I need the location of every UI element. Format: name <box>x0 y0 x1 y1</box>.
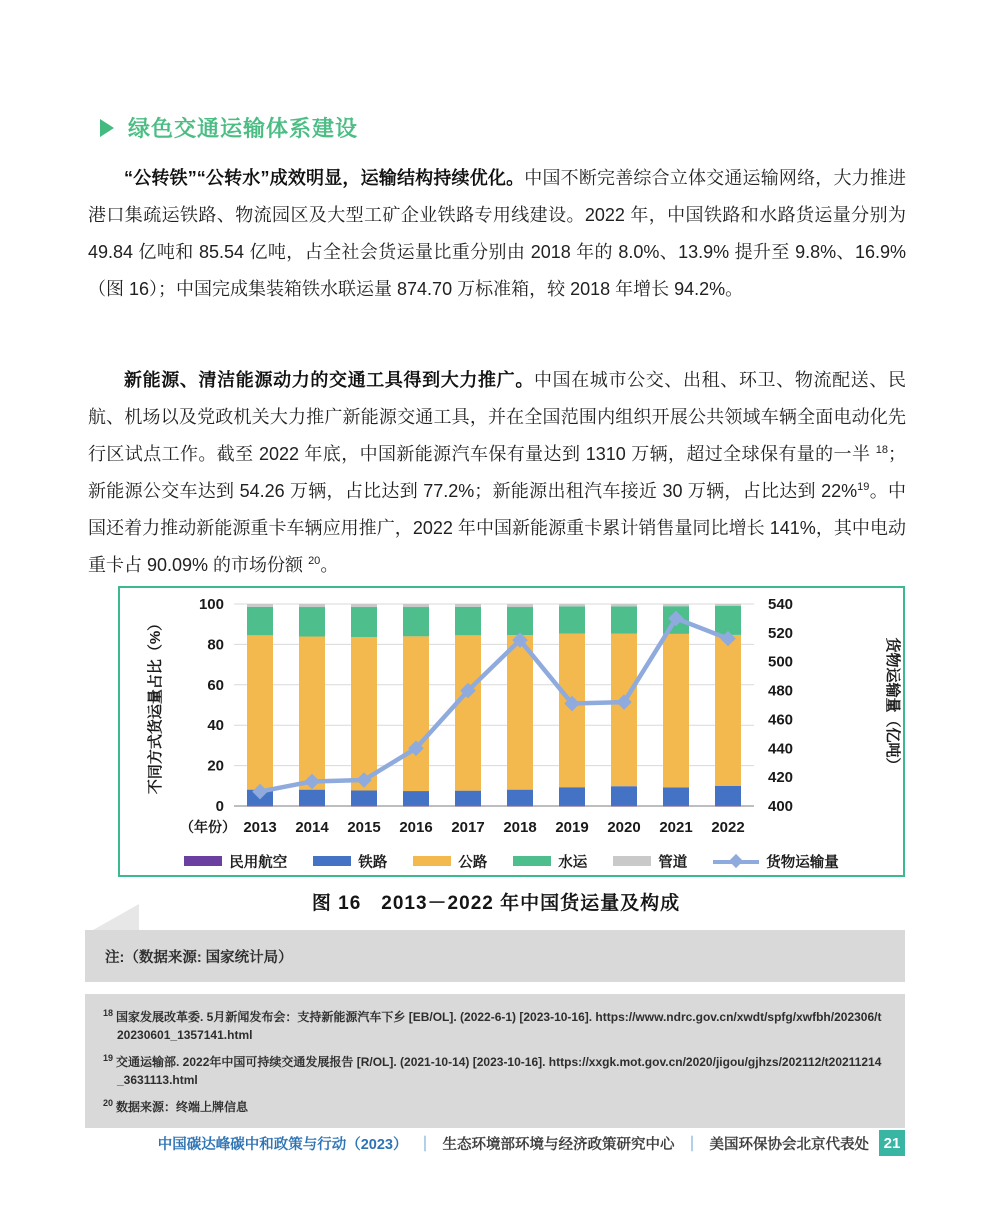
footer-separator: ｜ <box>417 1135 433 1153</box>
legend-line-marker-icon <box>713 855 759 867</box>
footnote-text: 数据来源：终端上牌信息 <box>116 1100 249 1114</box>
page-number-badge: 21 <box>879 1130 905 1156</box>
legend-label: 货物运输量 <box>766 854 839 871</box>
paragraph-new-energy <box>88 362 906 584</box>
figure-caption: 图 16 2013－2022 年中国货运量及构成 <box>311 893 681 914</box>
svg-text:520: 520 <box>768 624 794 642</box>
legend-item-管道 <box>613 851 687 872</box>
paragraph-body: ；新能源公交车达到 54.26 万辆，占比达到 77.2%；新能源出租汽车接近 30 万辆，占比达到 22% <box>88 444 906 501</box>
triangle-bullet-icon <box>100 119 114 137</box>
legend-swatch-icon <box>513 856 551 866</box>
svg-text:20: 20 <box>207 757 224 775</box>
footnotes-panel <box>85 994 905 1128</box>
svg-text:60: 60 <box>207 676 224 694</box>
svg-text:480: 480 <box>768 682 794 700</box>
note-text: 注:（数据来源: 国家统计局） <box>105 949 293 966</box>
freight-chart-panel <box>118 586 905 877</box>
svg-text:420: 420 <box>768 769 794 787</box>
svg-text:2021: 2021 <box>659 819 693 836</box>
section-title: 绿色交通运输体系建设 <box>128 116 359 141</box>
section-heading <box>100 112 358 143</box>
paragraph-lead: “公转铁”“公转水”成效明显，运输结构持续优化。 <box>124 168 525 188</box>
legend-swatch-icon <box>184 856 222 866</box>
folded-corner-icon <box>93 904 139 930</box>
legend-item-货物运输量 <box>713 851 839 872</box>
svg-text:2015: 2015 <box>347 819 381 836</box>
legend-label: 水运 <box>558 854 588 871</box>
svg-text:440: 440 <box>768 740 794 758</box>
svg-text:2017: 2017 <box>451 819 485 836</box>
svg-text:460: 460 <box>768 711 794 729</box>
svg-text:（年份）: （年份） <box>180 819 236 835</box>
svg-text:货物运输量（亿吨）: 货物运输量（亿吨） <box>884 637 901 773</box>
footer-report-title: 中国碳达峰碳中和政策与行动（2023） <box>157 1136 408 1153</box>
svg-text:2018: 2018 <box>503 819 537 836</box>
svg-text:40: 40 <box>207 717 224 735</box>
legend-label: 铁路 <box>358 854 388 871</box>
footnote-19 <box>103 1053 887 1089</box>
svg-text:不同方式货运量占比（%）: 不同方式货运量占比（%） <box>147 615 164 795</box>
svg-text:0: 0 <box>215 798 224 815</box>
svg-text:400: 400 <box>768 798 794 815</box>
footnote-number: 18 <box>103 1008 114 1018</box>
svg-text:2022: 2022 <box>711 819 745 836</box>
chart-legend <box>120 845 903 877</box>
svg-text:80: 80 <box>207 636 224 654</box>
legend-swatch-icon <box>413 856 451 866</box>
footnote-ref-20: 20 <box>308 555 321 567</box>
footnote-ref-19: 19 <box>857 481 870 493</box>
legend-label: 公路 <box>458 854 488 871</box>
legend-label: 民用航空 <box>229 854 288 871</box>
paragraph-body: 。中国还着力推动新能源重卡车辆应用推广，2022 年中国新能源重卡累计销售量同比增长 141%，其中电动重卡占 90.09% 的市场份额 <box>88 481 907 575</box>
svg-text:500: 500 <box>768 653 794 671</box>
footer-org-1: 生态环境部环境与经济政策研究中心 <box>442 1136 675 1153</box>
paragraph-body: 中国在城市公交、出租、环卫、物流配送、民航、机场以及党政机关大力推广新能源交通工具，并在全国范围内组织开展公共领域车辆全面电动化先行区试点工作。截至 2022 年底，中国新能源汽车保有量达到 1310 万辆，超过全球保有量的一半 <box>88 370 906 464</box>
paragraph-body: 。 <box>320 555 339 575</box>
paragraph-freight-structure <box>88 160 906 308</box>
legend-item-公路 <box>413 851 487 872</box>
svg-text:2019: 2019 <box>555 819 589 836</box>
svg-text:2013: 2013 <box>243 819 277 836</box>
footnote-number: 20 <box>103 1098 114 1108</box>
legend-item-水运 <box>513 851 587 872</box>
legend-swatch-icon <box>613 856 651 866</box>
svg-text:100: 100 <box>198 596 224 613</box>
footer-separator: ｜ <box>684 1135 700 1153</box>
paragraph-lead: 新能源、清洁能源动力的交通工具得到大力推广。 <box>124 370 534 390</box>
footnote-20 <box>103 1098 887 1116</box>
note-bar <box>85 930 905 982</box>
svg-text:2020: 2020 <box>607 819 641 836</box>
paragraph-body: 中国不断完善综合立体交通运输网络，大力推进港口集疏运铁路、物流园区及大型工矿企业铁路专用线建设。2022 年，中国铁路和水路货运量分别为 49.84 亿吨和 85.54 亿吨，占全社会货运量比重分别由 2018 年的 8.0%、13.9% 提升至 9.8%、16.9%（图 16）；中国完成集装箱铁水联运量 874.70 万标准箱，较 2018 年增长 94.2%。 <box>88 168 907 299</box>
svg-text:2016: 2016 <box>399 819 433 836</box>
legend-label: 管道 <box>658 854 688 871</box>
footnote-18 <box>103 1008 887 1044</box>
legend-item-民用航空 <box>184 851 287 872</box>
footnote-number: 19 <box>103 1053 114 1063</box>
footnote-text: 国家发展改革委. 5月新闻发布会：支持新能源汽车下乡 [EB/OL]. (2022-6-1) [2023-10-16]. https://www.ndrc.gov.cn/xwdt/spfg/xwfbh/202306/t20230601_1357141.html <box>116 1010 882 1042</box>
freight-chart <box>120 590 903 840</box>
svg-text:2014: 2014 <box>295 819 329 836</box>
legend-item-铁路 <box>313 851 387 872</box>
footer-org-2: 美国环保协会北京代表处 <box>709 1136 869 1153</box>
legend-swatch-icon <box>313 856 351 866</box>
page-footer <box>85 1130 905 1156</box>
footnote-text: 交通运输部. 2022年中国可持续交通发展报告 [R/OL]. (2021-10-14) [2023-10-16]. https://xxgk.mot.gov.cn/2020/jigou/gjhzs/202112/t20211214_3631113.html <box>116 1055 882 1087</box>
svg-text:540: 540 <box>768 596 794 613</box>
footnote-ref-18: 18 <box>875 444 888 456</box>
